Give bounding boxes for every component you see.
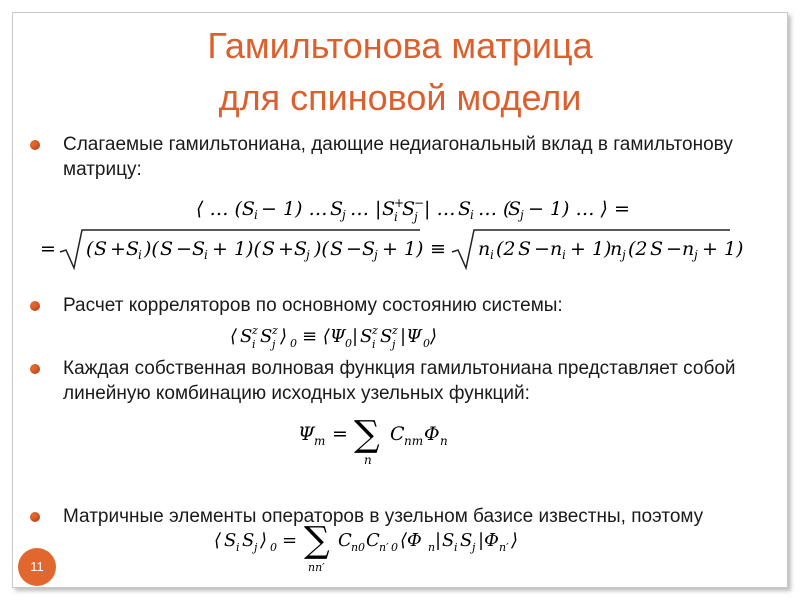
svg-text:0: 0 [358, 541, 365, 554]
svg-text:∑: ∑ [304, 520, 330, 561]
svg-text:0: 0 [290, 337, 297, 350]
svg-text:i: i [204, 248, 208, 262]
svg-text:⟨Φ: ⟨Φ [400, 530, 422, 551]
svg-text:|: | [352, 326, 359, 347]
svg-text:)(: )( [314, 238, 329, 260]
svg-text:|Φ: |Φ [478, 530, 499, 551]
svg-text:n: n [682, 238, 695, 260]
svg-text:S: S [382, 198, 396, 220]
svg-text:=: = [282, 530, 298, 551]
equation-correlator [230, 320, 500, 356]
svg-text:m: m [314, 434, 326, 448]
svg-text:S: S [94, 238, 108, 260]
svg-text:S: S [460, 530, 473, 551]
svg-text:−: − [534, 238, 550, 260]
bullet-marker [30, 364, 40, 374]
svg-text:n′: n′ [379, 541, 389, 554]
bullet-marker [30, 140, 40, 150]
svg-text:j: j [622, 248, 626, 262]
svg-text:S: S [192, 238, 206, 260]
svg-text:n′: n′ [499, 541, 509, 554]
slide-number-badge: 11 [18, 548, 56, 586]
bullet-marker [30, 301, 40, 311]
svg-text:S: S [224, 530, 237, 551]
svg-text:=: = [40, 238, 56, 260]
svg-text:S: S [242, 530, 255, 551]
svg-text:n: n [428, 541, 436, 554]
svg-text:− 1) … ⟩ =: − 1) … ⟩ = [528, 198, 630, 220]
svg-text:i: i [394, 210, 398, 224]
svg-text:≡ ⟨Ψ: ≡ ⟨Ψ [302, 326, 346, 347]
bullet-marker [30, 512, 40, 522]
svg-text:i: i [562, 248, 566, 262]
equation-matrix-element-svg [196, 194, 630, 224]
svg-text:j: j [472, 541, 476, 554]
svg-text:j: j [272, 338, 276, 351]
svg-text:n: n [351, 541, 359, 554]
svg-text:−: − [346, 238, 362, 260]
svg-text:nn′: nn′ [308, 561, 325, 574]
svg-text:S: S [380, 326, 393, 347]
svg-text:S: S [442, 530, 455, 551]
equation-wavefunction-svg [298, 408, 478, 470]
svg-text:j: j [342, 208, 346, 222]
svg-text:S: S [160, 238, 174, 260]
svg-text:n: n [440, 434, 448, 448]
svg-text:−: − [176, 238, 192, 260]
svg-text:S: S [262, 238, 276, 260]
svg-text:S: S [360, 326, 373, 347]
svg-text:S: S [294, 238, 308, 260]
svg-text:+ 1): + 1) [702, 238, 744, 260]
svg-text:S: S [330, 238, 344, 260]
svg-text:0: 0 [270, 541, 277, 554]
svg-text:j: j [520, 208, 524, 222]
svg-text:C: C [338, 530, 352, 551]
svg-text:−: − [666, 238, 682, 260]
svg-text:S: S [260, 326, 273, 347]
svg-text:⟩: ⟩ [280, 326, 288, 347]
svg-text:j: j [694, 248, 698, 262]
svg-text:(2: (2 [628, 238, 648, 260]
svg-text:)(: )( [144, 238, 159, 260]
svg-text:S: S [330, 198, 344, 220]
svg-text:C: C [390, 423, 405, 445]
svg-text:⟨: ⟨ [230, 326, 238, 347]
svg-text:S: S [362, 238, 376, 260]
svg-text:z: z [372, 324, 378, 337]
svg-text:n: n [364, 453, 372, 467]
svg-text:i: i [254, 208, 258, 222]
svg-text:i: i [470, 208, 474, 222]
svg-text:z: z [272, 324, 278, 337]
bullet-text: Слагаемые гамильтониана, дающие недиагональный вклад в гамильтонову матрицу: [63, 134, 733, 180]
svg-text:0: 0 [391, 541, 398, 554]
svg-text:C: C [366, 530, 380, 551]
svg-text:n: n [550, 238, 563, 260]
svg-text:… |: … | [350, 198, 382, 220]
svg-text:∑: ∑ [354, 414, 380, 455]
svg-text:nm: nm [404, 434, 424, 448]
equation-matrix-element [196, 194, 630, 228]
svg-text:z: z [392, 324, 398, 337]
svg-text:S: S [518, 238, 532, 260]
svg-text:|: | [435, 530, 442, 551]
svg-text:Ψ: Ψ [298, 423, 315, 445]
svg-text:+: + [278, 238, 294, 260]
svg-text:⟩: ⟩ [511, 530, 519, 551]
svg-text:i: i [454, 541, 458, 554]
svg-text:| …: | … [424, 198, 456, 220]
svg-text:i: i [490, 248, 494, 262]
svg-text:(: ( [86, 238, 94, 260]
svg-text:+: + [110, 238, 126, 260]
svg-text:|Ψ: |Ψ [400, 326, 422, 347]
svg-text:i: i [138, 248, 142, 262]
svg-text:− 1) …: − 1) … [261, 198, 328, 220]
svg-text:z: z [252, 324, 258, 337]
svg-text:j: j [374, 248, 378, 262]
svg-text:S: S [240, 326, 253, 347]
svg-text:j: j [306, 248, 310, 262]
bullet-text: Каждая собственная волновая функция гамильтониана представляет собой линейную комбинацию исходных узельных функций: [63, 358, 736, 404]
svg-text:−: − [414, 196, 425, 210]
svg-text:i: i [236, 541, 240, 554]
svg-text:n: n [610, 238, 623, 260]
slide-title-line2: для спиновой модели [218, 77, 582, 118]
svg-text:⟩: ⟩ [260, 530, 268, 551]
svg-text:⟨ … (S: ⟨ … (S [196, 198, 255, 220]
slide-title-line1: Гамильтонова матрица [207, 25, 593, 66]
svg-text:(2: (2 [496, 238, 516, 260]
equation-correlator-svg [230, 320, 500, 352]
svg-text:j: j [414, 210, 418, 224]
svg-text:0: 0 [423, 337, 430, 350]
svg-text:≡: ≡ [430, 238, 446, 260]
svg-text:S: S [126, 238, 140, 260]
svg-text:S: S [508, 198, 522, 220]
svg-text:⟨: ⟨ [214, 530, 222, 551]
svg-text:0: 0 [345, 337, 352, 350]
svg-text:j: j [254, 541, 258, 554]
svg-text:Φ: Φ [424, 423, 440, 445]
svg-text:i: i [252, 338, 256, 351]
svg-text:… (: … ( [478, 198, 511, 220]
equation-sqrt-svg [40, 228, 744, 270]
svg-text:S: S [402, 198, 416, 220]
svg-text:+: + [394, 196, 405, 210]
svg-text:S: S [458, 198, 472, 220]
svg-text:+ 1): + 1) [570, 238, 612, 260]
svg-text:=: = [332, 423, 348, 445]
svg-text:+ 1): + 1) [382, 238, 424, 260]
equation-wavefunction [298, 408, 478, 474]
svg-text:S: S [650, 238, 664, 260]
svg-text:j: j [392, 338, 396, 351]
bullet-text: Матричные элементы операторов в узельном базисе известны, поэтому [63, 506, 704, 527]
svg-text:n: n [478, 238, 491, 260]
equation-sqrt [40, 228, 744, 274]
equation-matrix-elements-svg [214, 514, 534, 576]
svg-text:⟩: ⟩ [430, 326, 438, 347]
bullet-text: Расчет корреляторов по основному состоянию системы: [63, 295, 563, 316]
equation-matrix-elements [214, 514, 534, 580]
svg-text:i: i [372, 338, 376, 351]
svg-text:+ 1)(: + 1)( [212, 238, 261, 260]
